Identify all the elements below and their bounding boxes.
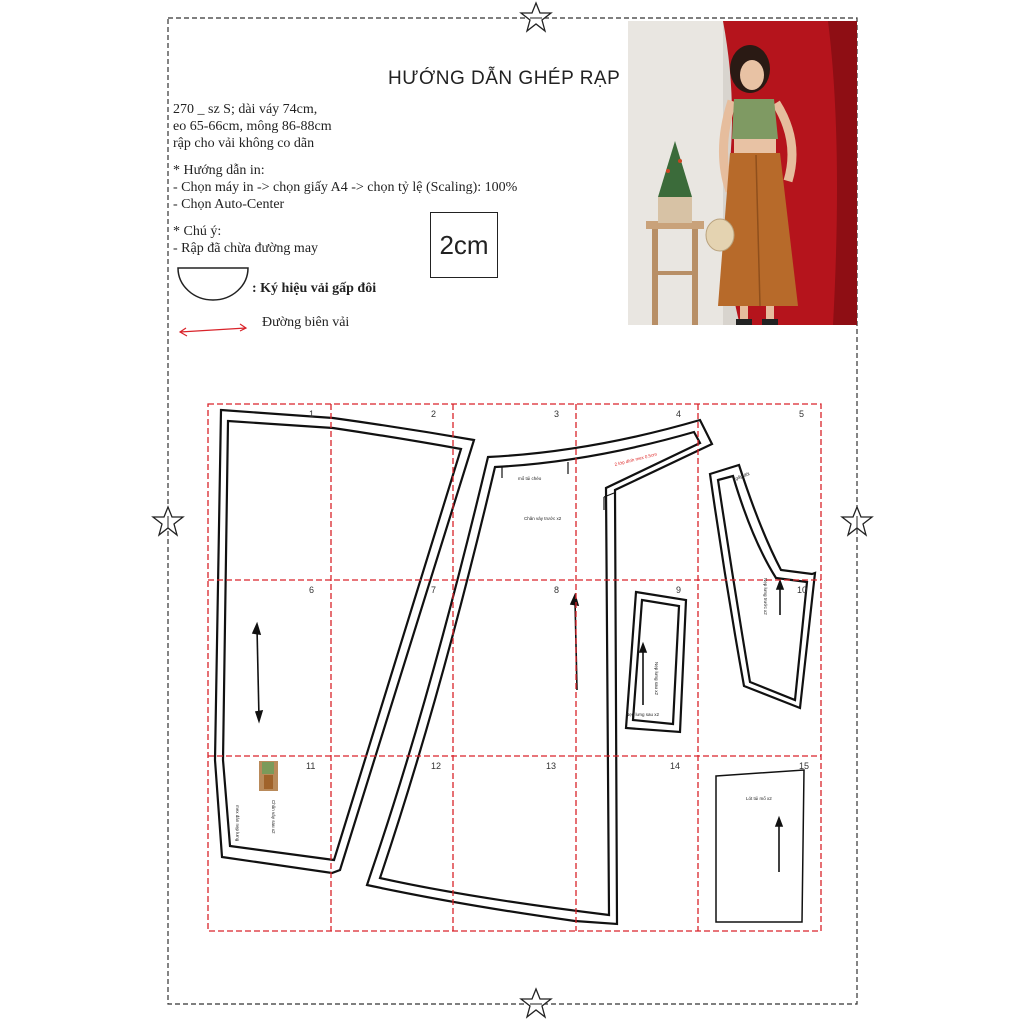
note-heading: * Chú ý: xyxy=(173,224,222,239)
grid-cell-number: 3 xyxy=(554,409,560,419)
piece-label: gấp đôi xyxy=(734,471,751,481)
front-skirt-piece xyxy=(367,420,712,924)
fabric-edge-label: Đường biên vải xyxy=(262,315,350,330)
star-icon xyxy=(153,507,183,535)
measure-line: eo 65-66cm, mông 86-88cm xyxy=(173,119,332,134)
print-step: - Chọn máy in -> chọn giấy A4 -> chọn tỷ lệ (Scaling): 100% xyxy=(173,180,518,195)
page-title: HƯỚNG DẪN GHÉP RẠP xyxy=(388,68,621,89)
pattern-pieces xyxy=(215,410,815,924)
grainline-arrow-icon xyxy=(253,581,783,872)
fabric-line: rập cho vải không co dãn xyxy=(173,136,315,151)
piece-label: mex dán nẹp lưng xyxy=(235,805,240,842)
piece-label: Lót túi mổ x2 xyxy=(746,796,772,801)
print-step: - Chọn Auto-Center xyxy=(173,197,285,212)
grid-cell-number: 14 xyxy=(670,761,681,771)
grid-cell-number: 7 xyxy=(431,585,437,595)
grid-cell-number: 6 xyxy=(309,585,315,595)
piece-label: Nẹp lưng sau x2 xyxy=(654,662,659,696)
grid-cell-number: 15 xyxy=(799,761,810,771)
grid-cell-number: 8 xyxy=(554,585,560,595)
thumbnail-image xyxy=(259,761,278,791)
star-icon xyxy=(521,3,551,31)
scale-box: 2cm xyxy=(430,212,498,278)
piece-label: Chân váy sau x2 xyxy=(271,800,276,834)
grid-cell-number: 10 xyxy=(797,585,808,595)
grid-cell-number: 11 xyxy=(306,761,316,771)
grid-cell-number: 2 xyxy=(431,409,437,419)
piece-label: 2 lớp dính mex 0.5cm xyxy=(614,451,658,467)
pocket-lining-piece xyxy=(716,770,804,922)
grid-cell-number: 1 xyxy=(309,409,315,419)
product-photo xyxy=(628,21,857,325)
fold-semicircle-icon xyxy=(178,268,248,300)
back-skirt-piece xyxy=(215,410,474,873)
grid-cell-number: 4 xyxy=(676,409,682,419)
grid-cell-number: 13 xyxy=(546,761,557,771)
grid-cell-number: 5 xyxy=(799,409,805,419)
size-line: 270 _ sz S; dài váy 74cm, xyxy=(173,102,318,117)
piece-label: Chân váy trước x2 xyxy=(524,516,562,521)
page-grid xyxy=(208,404,821,931)
double-arrow-icon xyxy=(180,324,246,336)
grid-cell-number: 12 xyxy=(431,761,442,771)
piece-label: mổ túi chéo xyxy=(518,476,542,481)
star-icon xyxy=(521,989,551,1017)
grid-cell-number: 9 xyxy=(676,585,682,595)
piece-label: Nẹp lưng trước x2 xyxy=(763,578,768,615)
print-heading: * Hướng dẫn in: xyxy=(173,163,265,178)
piece-label: Nẹp lưng sau x2 xyxy=(626,712,660,717)
note-item: - Rập đã chừa đường may xyxy=(173,241,319,256)
fold-symbol-label: : Ký hiệu vải gấp đôi xyxy=(252,281,377,296)
